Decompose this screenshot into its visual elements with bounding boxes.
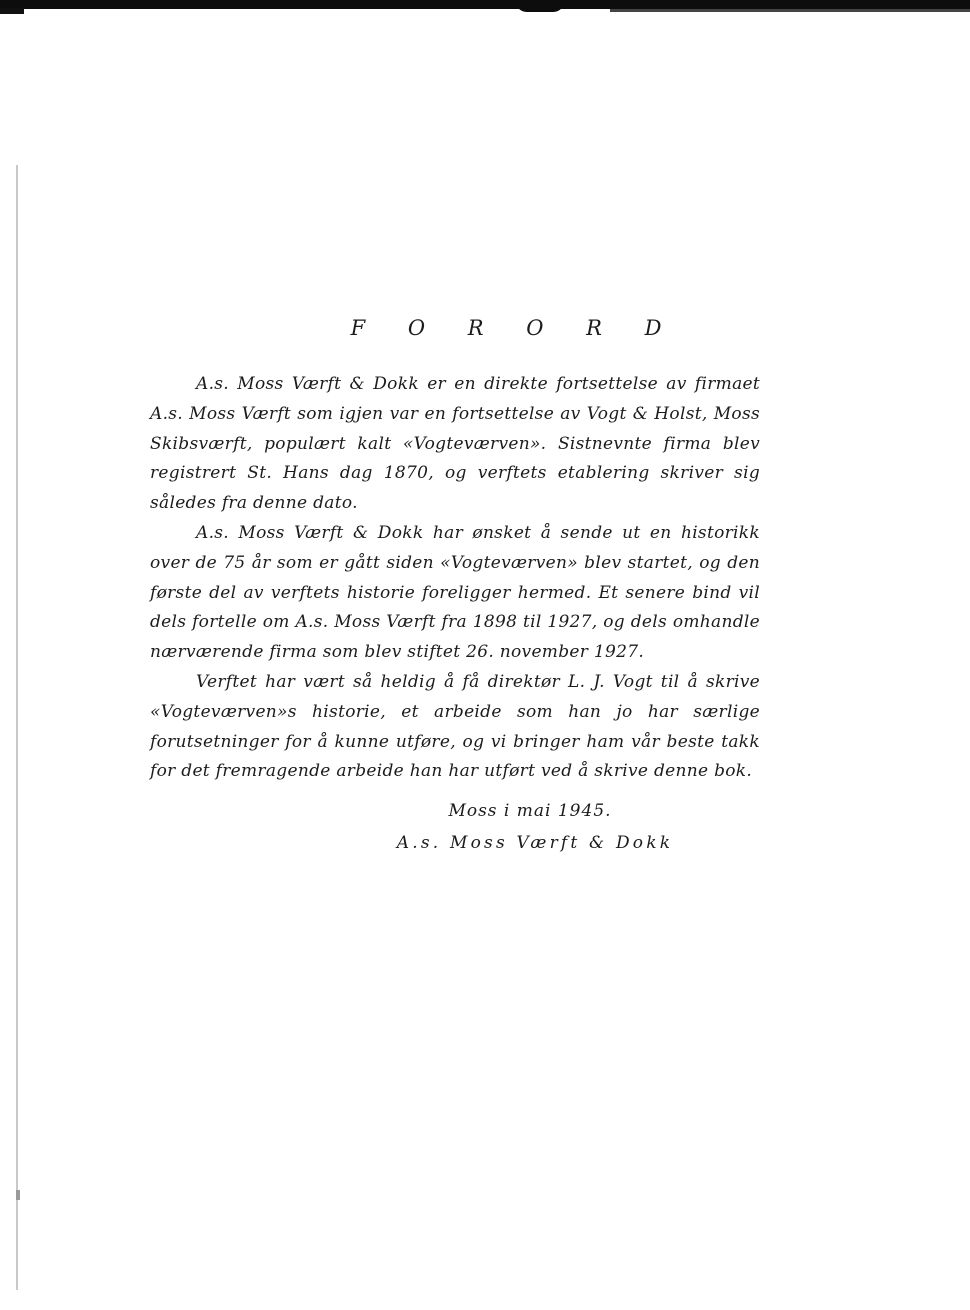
scan-border-nick xyxy=(0,8,24,14)
paragraph-2: A.s. Moss Værft & Dokk har ønsket å sende ut en historikk over de 75 år som er gått siden «Vogteværven» blev startet, og den første del av verftets historie foreligger hermed. Et senere bind vil dels fortelle om A.s. Moss Værft fra 1898 til 1927, og dels omhandle nærværende firma som blev stiftet 26. november 1927. xyxy=(150,522,760,663)
scan-border-line xyxy=(610,9,970,12)
page-title: F O R O R D xyxy=(350,316,680,340)
signature: A.s. Moss Værft & Dokk xyxy=(396,833,674,853)
paragraph-1: A.s. Moss Værft & Dokk er en direkte fortsettelse av firmaet A.s. Moss Værft som igjen var en fortsettelse av Vogt & Holst, Moss Skibsværft, populært kalt «Vogteværven». Sistnevnte firma blev registrert St. Hans dag 1870, og verftets etablering skriver sig således fra denne dato. xyxy=(150,374,760,514)
scan-border-mark xyxy=(16,1190,20,1200)
place-date: Moss i mai 1945. xyxy=(448,801,612,821)
body-text xyxy=(150,370,760,787)
scan-border-notch xyxy=(515,0,565,12)
paragraph-3: Verftet har vært så heldig å få direktør L. J. Vogt til å skrive «Vogteværven»s historie, et arbeide som han jo har særlige forutsetninger for å kunne utføre, og vi bringer ham vår beste takk for det fremragende arbeide han har utført ved å skrive denne bok. xyxy=(150,671,760,782)
scan-border-top xyxy=(0,0,970,9)
